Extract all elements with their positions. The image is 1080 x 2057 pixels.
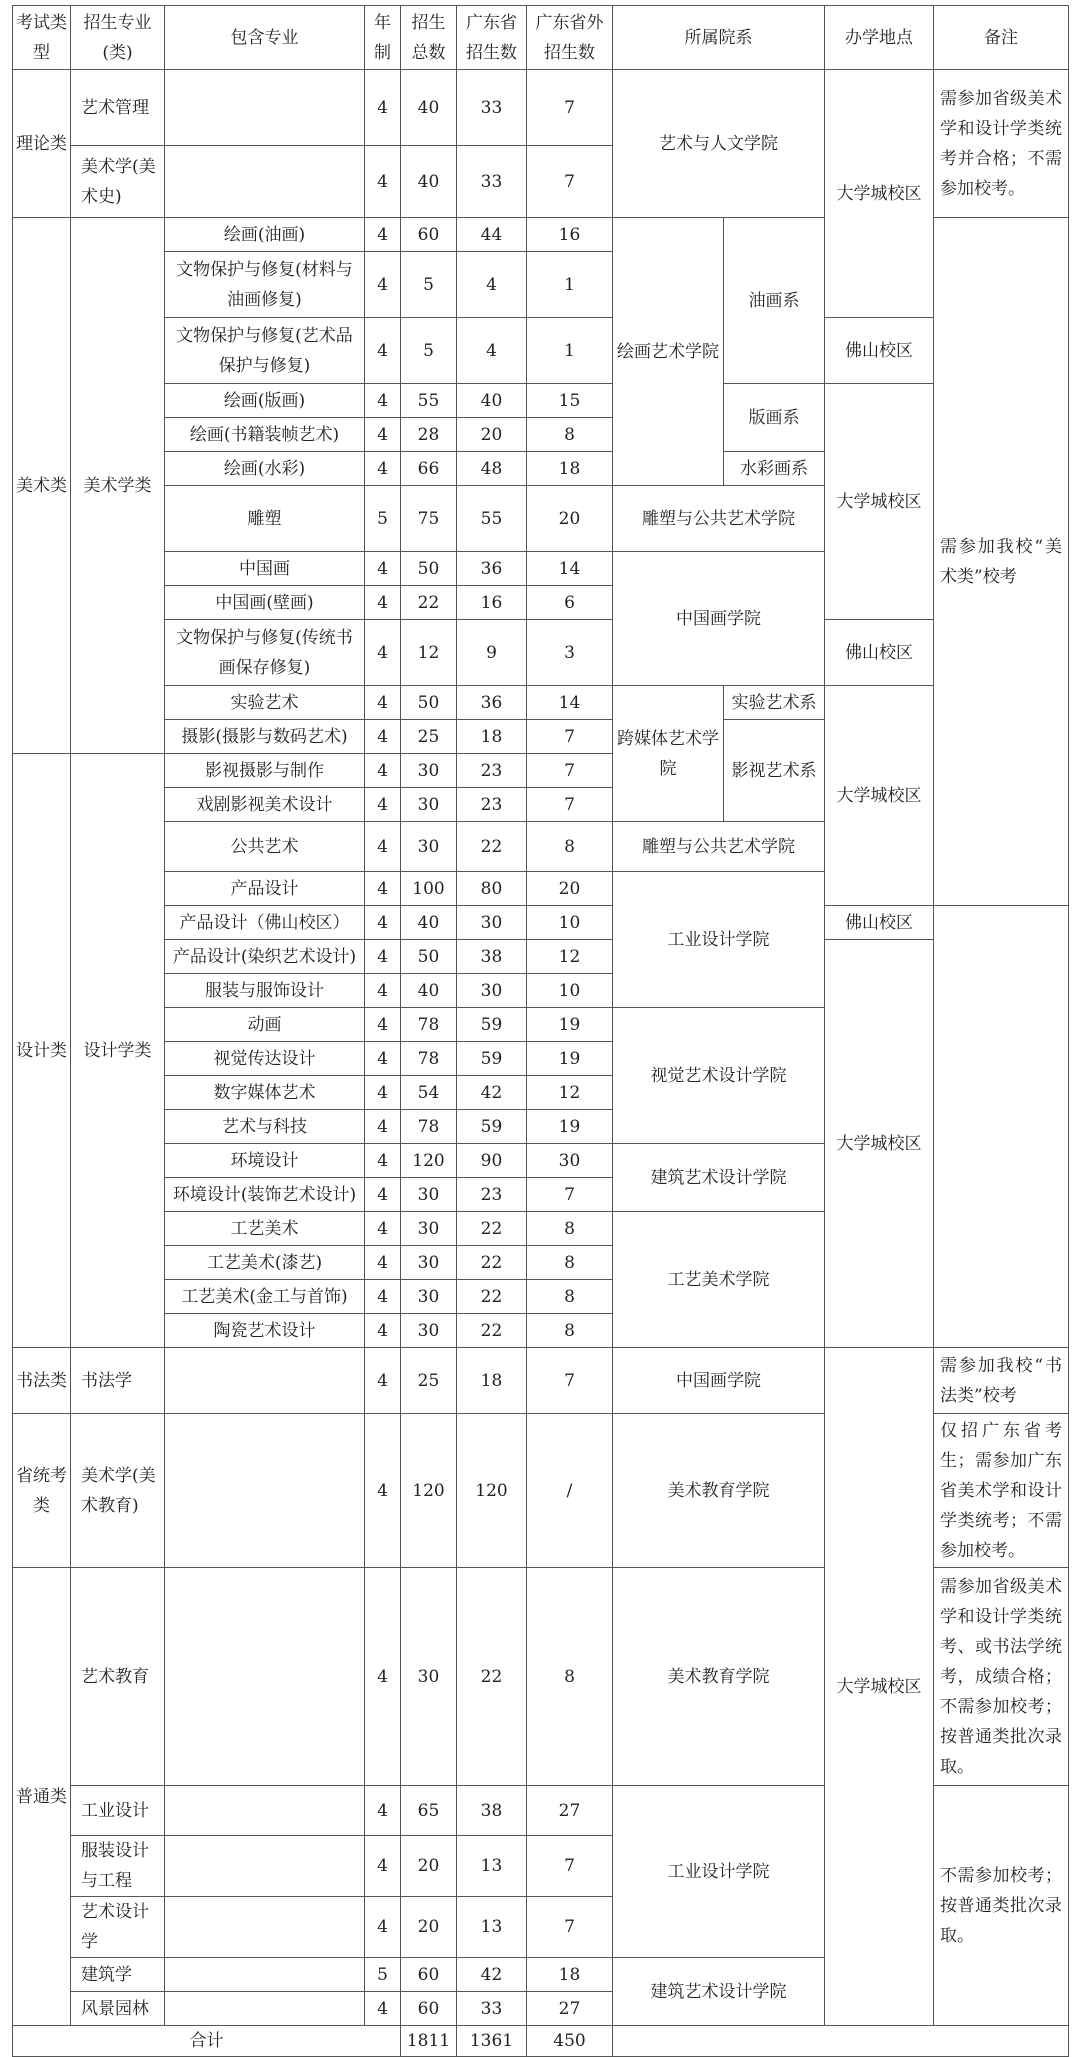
outside-cell: 12 <box>527 940 613 974</box>
enroll-design-class: 设计学类 <box>71 754 165 1348</box>
outside-cell: 7 <box>527 1897 613 1958</box>
dept-watercolor: 水彩画系 <box>724 452 825 486</box>
guangdong-cell: 23 <box>457 1178 527 1212</box>
guangdong-cell: 33 <box>457 70 527 146</box>
years-cell: 4 <box>365 872 401 906</box>
guangdong-cell: 13 <box>457 1836 527 1897</box>
faculty-chinese-painting-2: 中国画学院 <box>613 1348 825 1414</box>
enroll-major: 工业设计 <box>71 1786 165 1836</box>
faculty-painting: 绘画艺术学院 <box>613 218 724 486</box>
total-cell: 25 <box>401 1348 457 1414</box>
outside-cell: 15 <box>527 384 613 418</box>
outside-cell: 19 <box>527 1042 613 1076</box>
included-major: 公共艺术 <box>165 822 365 872</box>
table-row <box>13 384 1069 418</box>
campus-foshan-1: 佛山校区 <box>825 318 934 384</box>
total-cell: 60 <box>401 1992 457 2026</box>
faculty-architecture-2: 建筑艺术设计学院 <box>613 1958 825 2026</box>
admission-plan-table <box>12 5 1069 2057</box>
years-cell: 4 <box>365 1008 401 1042</box>
included-major: 数字媒体艺术 <box>165 1076 365 1110</box>
included-major <box>165 146 365 218</box>
dept-print: 版画系 <box>724 384 825 452</box>
years-cell: 4 <box>365 788 401 822</box>
guangdong-cell: 30 <box>457 974 527 1008</box>
included-major <box>165 1414 365 1568</box>
total-row <box>13 2026 1069 2057</box>
total-cell: 65 <box>401 1786 457 1836</box>
included-major: 产品设计 <box>165 872 365 906</box>
guangdong-sum: 1361 <box>457 2026 527 2057</box>
guangdong-cell: 90 <box>457 1144 527 1178</box>
years-cell: 4 <box>365 974 401 1008</box>
total-cell: 30 <box>401 788 457 822</box>
included-major: 绘画(版画) <box>165 384 365 418</box>
outside-cell: 8 <box>527 418 613 452</box>
years-cell: 4 <box>365 1568 401 1786</box>
years-cell: 4 <box>365 418 401 452</box>
header-total: 招生总数 <box>401 6 457 70</box>
header-included: 包含专业 <box>165 6 365 70</box>
guangdong-cell: 42 <box>457 1076 527 1110</box>
faculty-visual-art-design: 视觉艺术设计学院 <box>613 1008 825 1144</box>
years-cell: 4 <box>365 318 401 384</box>
total-cell: 28 <box>401 418 457 452</box>
included-major: 文物保护与修复(材料与油画修复) <box>165 252 365 318</box>
guangdong-cell: 33 <box>457 146 527 218</box>
years-cell: 4 <box>365 1110 401 1144</box>
dept-film: 影视艺术系 <box>724 720 825 822</box>
guangdong-cell: 38 <box>457 940 527 974</box>
total-cell: 40 <box>401 906 457 940</box>
total-cell: 100 <box>401 872 457 906</box>
note-6: 需参加省级美术学和设计学类统考、或书法学统考，成绩合格；不需参加校考；按普通类批次录取。 <box>934 1568 1069 1786</box>
total-cell: 60 <box>401 218 457 252</box>
dept-experimental: 实验艺术系 <box>724 686 825 720</box>
outside-cell: 7 <box>527 146 613 218</box>
guangdong-cell: 22 <box>457 1212 527 1246</box>
table-row <box>13 1348 1069 1414</box>
dept-oil: 油画系 <box>724 218 825 384</box>
total-cell: 5 <box>401 252 457 318</box>
enroll-major: 服装设计与工程 <box>71 1836 165 1897</box>
total-cell: 54 <box>401 1076 457 1110</box>
years-cell: 4 <box>365 1178 401 1212</box>
exam-type-general: 普通类 <box>13 1568 71 2026</box>
guangdong-cell: 4 <box>457 318 527 384</box>
years-cell: 4 <box>365 1786 401 1836</box>
outside-cell: 12 <box>527 1076 613 1110</box>
total-cell: 40 <box>401 146 457 218</box>
guangdong-cell: 18 <box>457 720 527 754</box>
total-cell: 75 <box>401 486 457 552</box>
guangdong-cell: 36 <box>457 552 527 586</box>
included-major <box>165 1786 365 1836</box>
included-major: 雕塑 <box>165 486 365 552</box>
years-cell: 5 <box>365 1958 401 1992</box>
outside-cell: 14 <box>527 686 613 720</box>
enroll-major: 美术学(美术史) <box>71 146 165 218</box>
total-cell: 78 <box>401 1008 457 1042</box>
outside-cell: 27 <box>527 1992 613 2026</box>
enroll-major: 建筑学 <box>71 1958 165 1992</box>
total-cell: 50 <box>401 552 457 586</box>
exam-type-theory: 理论类 <box>13 70 71 218</box>
outside-cell: 10 <box>527 906 613 940</box>
years-cell: 4 <box>365 1246 401 1280</box>
guangdong-cell: 20 <box>457 418 527 452</box>
guangdong-cell: 59 <box>457 1110 527 1144</box>
outside-cell: 7 <box>527 754 613 788</box>
years-cell: 4 <box>365 1348 401 1414</box>
included-major: 文物保护与修复(艺术品保护与修复) <box>165 318 365 384</box>
outside-cell: 7 <box>527 1178 613 1212</box>
guangdong-cell: 13 <box>457 1897 527 1958</box>
header-exam-type: 考试类型 <box>13 6 71 70</box>
years-cell: 4 <box>365 1280 401 1314</box>
total-cell: 30 <box>401 1212 457 1246</box>
guangdong-cell: 33 <box>457 1992 527 2026</box>
total-cell: 12 <box>401 620 457 686</box>
guangdong-cell: 40 <box>457 384 527 418</box>
campus-daxuecheng-5: 大学城校区 <box>825 1348 934 2026</box>
enroll-major: 艺术设计学 <box>71 1897 165 1958</box>
included-major: 环境设计(装饰艺术设计) <box>165 1178 365 1212</box>
exam-type-provincial: 省统考类 <box>13 1414 71 1568</box>
campus-daxuecheng-1: 大学城校区 <box>825 70 934 318</box>
included-major: 中国画 <box>165 552 365 586</box>
header-years: 年制 <box>365 6 401 70</box>
outside-cell: 7 <box>527 788 613 822</box>
note-7: 不需参加校考；按普通类批次录取。 <box>934 1786 1069 2026</box>
guangdong-cell: 38 <box>457 1786 527 1836</box>
faculty-industrial-design-1: 工业设计学院 <box>613 872 825 1008</box>
included-major: 绘画(油画) <box>165 218 365 252</box>
total-cell: 30 <box>401 1568 457 1786</box>
outside-cell: 8 <box>527 1314 613 1348</box>
faculty-art-education-1: 美术教育学院 <box>613 1414 825 1568</box>
header-note: 备注 <box>934 6 1069 70</box>
faculty-cross-media: 跨媒体艺术学院 <box>613 686 724 822</box>
guangdong-cell: 44 <box>457 218 527 252</box>
outside-cell: 19 <box>527 1110 613 1144</box>
outside-sum: 450 <box>527 2026 613 2057</box>
exam-type-design: 设计类 <box>13 754 71 1348</box>
years-cell: 4 <box>365 384 401 418</box>
outside-cell: 10 <box>527 974 613 1008</box>
header-guangdong: 广东省招生数 <box>457 6 527 70</box>
guangdong-cell: 55 <box>457 486 527 552</box>
note-4: 需参加我校“书法类”校考 <box>934 1348 1069 1414</box>
header-row <box>13 6 1069 70</box>
table-row <box>13 318 1069 384</box>
total-cell: 78 <box>401 1042 457 1076</box>
total-cell: 60 <box>401 1958 457 1992</box>
total-label: 合计 <box>13 2026 401 2057</box>
total-cell: 22 <box>401 586 457 620</box>
outside-cell: 20 <box>527 872 613 906</box>
total-cell: 20 <box>401 1897 457 1958</box>
years-cell: 4 <box>365 1212 401 1246</box>
included-major: 戏剧影视美术设计 <box>165 788 365 822</box>
enroll-major: 书法学 <box>71 1348 165 1414</box>
guangdong-cell: 22 <box>457 1568 527 1786</box>
years-cell: 4 <box>365 822 401 872</box>
included-major: 动画 <box>165 1008 365 1042</box>
faculty-architecture-1: 建筑艺术设计学院 <box>613 1144 825 1212</box>
faculty-sculpture-public-1: 雕塑与公共艺术学院 <box>613 486 825 552</box>
enroll-major: 美术学(美术教育) <box>71 1414 165 1568</box>
total-sum: 1811 <box>401 2026 457 2057</box>
years-cell: 4 <box>365 252 401 318</box>
total-cell: 50 <box>401 940 457 974</box>
outside-cell: / <box>527 1414 613 1568</box>
included-major: 工艺美术(金工与首饰) <box>165 1280 365 1314</box>
included-major: 环境设计 <box>165 1144 365 1178</box>
total-cell: 120 <box>401 1414 457 1568</box>
guangdong-cell: 48 <box>457 452 527 486</box>
total-cell: 50 <box>401 686 457 720</box>
years-cell: 4 <box>365 1992 401 2026</box>
outside-cell: 8 <box>527 822 613 872</box>
campus-daxuecheng-3: 大学城校区 <box>825 686 934 906</box>
total-cell: 25 <box>401 720 457 754</box>
header-faculty: 所属院系 <box>613 6 825 70</box>
total-cell: 5 <box>401 318 457 384</box>
years-cell: 4 <box>365 552 401 586</box>
guangdong-cell: 4 <box>457 252 527 318</box>
table-row <box>13 70 1069 146</box>
total-cell: 66 <box>401 452 457 486</box>
table-row <box>13 940 1069 974</box>
included-major <box>165 1568 365 1786</box>
faculty-art-education-2: 美术教育学院 <box>613 1568 825 1786</box>
outside-cell: 18 <box>527 452 613 486</box>
outside-cell: 16 <box>527 218 613 252</box>
table-row <box>13 686 1069 720</box>
total-cell: 40 <box>401 974 457 1008</box>
outside-cell: 7 <box>527 1348 613 1414</box>
years-cell: 4 <box>365 940 401 974</box>
faculty-sculpture-public-2: 雕塑与公共艺术学院 <box>613 822 825 872</box>
included-major <box>165 1348 365 1414</box>
table-row <box>13 620 1069 686</box>
admission-table-wrapper <box>12 5 1069 2057</box>
guangdong-cell: 42 <box>457 1958 527 1992</box>
total-cell: 120 <box>401 1144 457 1178</box>
guangdong-cell: 22 <box>457 1280 527 1314</box>
total-cell: 40 <box>401 70 457 146</box>
years-cell: 4 <box>365 586 401 620</box>
years-cell: 4 <box>365 1414 401 1568</box>
total-cell: 55 <box>401 384 457 418</box>
faculty-industrial-design-2: 工业设计学院 <box>613 1786 825 1958</box>
header-campus: 办学地点 <box>825 6 934 70</box>
years-cell: 4 <box>365 146 401 218</box>
included-major: 服装与服饰设计 <box>165 974 365 1008</box>
included-major: 产品设计（佛山校区） <box>165 906 365 940</box>
outside-cell: 1 <box>527 252 613 318</box>
total-cell: 30 <box>401 1280 457 1314</box>
years-cell: 4 <box>365 906 401 940</box>
note-2: 需参加我校“美术类”校考 <box>934 218 1069 906</box>
included-major: 摄影(摄影与数码艺术) <box>165 720 365 754</box>
campus-daxuecheng-4: 大学城校区 <box>825 940 934 1348</box>
included-major: 工艺美术(漆艺) <box>165 1246 365 1280</box>
years-cell: 4 <box>365 1897 401 1958</box>
outside-cell: 8 <box>527 1280 613 1314</box>
guangdong-cell: 22 <box>457 1314 527 1348</box>
guangdong-cell: 59 <box>457 1042 527 1076</box>
included-major <box>165 1958 365 1992</box>
guangdong-cell: 23 <box>457 754 527 788</box>
guangdong-cell: 36 <box>457 686 527 720</box>
guangdong-cell: 18 <box>457 1348 527 1414</box>
total-cell: 78 <box>401 1110 457 1144</box>
outside-cell: 7 <box>527 1836 613 1897</box>
outside-cell: 8 <box>527 1246 613 1280</box>
years-cell: 4 <box>365 452 401 486</box>
outside-cell: 3 <box>527 620 613 686</box>
total-empty <box>613 2026 1069 2057</box>
years-cell: 4 <box>365 1076 401 1110</box>
campus-foshan-3: 佛山校区 <box>825 906 934 940</box>
included-major: 实验艺术 <box>165 686 365 720</box>
years-cell: 4 <box>365 1836 401 1897</box>
faculty-art-humanities: 艺术与人文学院 <box>613 70 825 218</box>
outside-cell: 19 <box>527 1008 613 1042</box>
years-cell: 4 <box>365 1314 401 1348</box>
total-cell: 30 <box>401 1246 457 1280</box>
outside-cell: 8 <box>527 1568 613 1786</box>
guangdong-cell: 59 <box>457 1008 527 1042</box>
years-cell: 4 <box>365 686 401 720</box>
header-enroll-major: 招生专业(类) <box>71 6 165 70</box>
note-1: 需参加省级美术学和设计学类统考并合格；不需参加校考。 <box>934 70 1069 218</box>
outside-cell: 20 <box>527 486 613 552</box>
guangdong-cell: 22 <box>457 822 527 872</box>
included-major: 产品设计(染织艺术设计) <box>165 940 365 974</box>
guangdong-cell: 120 <box>457 1414 527 1568</box>
total-cell: 30 <box>401 1178 457 1212</box>
total-cell: 30 <box>401 754 457 788</box>
table-row <box>13 906 1069 940</box>
included-major: 工艺美术 <box>165 1212 365 1246</box>
included-major: 陶瓷艺术设计 <box>165 1314 365 1348</box>
years-cell: 4 <box>365 70 401 146</box>
header-outside: 广东省外招生数 <box>527 6 613 70</box>
outside-cell: 30 <box>527 1144 613 1178</box>
campus-daxuecheng-2: 大学城校区 <box>825 384 934 620</box>
included-major: 影视摄影与制作 <box>165 754 365 788</box>
faculty-craft-art: 工艺美术学院 <box>613 1212 825 1348</box>
years-cell: 5 <box>365 486 401 552</box>
years-cell: 4 <box>365 754 401 788</box>
enroll-major: 艺术教育 <box>71 1568 165 1786</box>
years-cell: 4 <box>365 620 401 686</box>
years-cell: 4 <box>365 1144 401 1178</box>
faculty-chinese-painting-1: 中国画学院 <box>613 552 825 686</box>
included-major <box>165 1992 365 2026</box>
outside-cell: 1 <box>527 318 613 384</box>
outside-cell: 27 <box>527 1786 613 1836</box>
included-major: 视觉传达设计 <box>165 1042 365 1076</box>
guangdong-cell: 30 <box>457 906 527 940</box>
years-cell: 4 <box>365 1042 401 1076</box>
total-cell: 20 <box>401 1836 457 1897</box>
total-cell: 30 <box>401 822 457 872</box>
guangdong-cell: 80 <box>457 872 527 906</box>
outside-cell: 8 <box>527 1212 613 1246</box>
guangdong-cell: 9 <box>457 620 527 686</box>
guangdong-cell: 16 <box>457 586 527 620</box>
included-major: 绘画(水彩) <box>165 452 365 486</box>
years-cell: 4 <box>365 218 401 252</box>
campus-foshan-2: 佛山校区 <box>825 620 934 686</box>
included-major <box>165 1836 365 1897</box>
enroll-fine-art-class: 美术学类 <box>71 218 165 754</box>
exam-type-fine-art: 美术类 <box>13 218 71 754</box>
outside-cell: 18 <box>527 1958 613 1992</box>
enroll-major: 艺术管理 <box>71 70 165 146</box>
included-major: 绘画(书籍装帧艺术) <box>165 418 365 452</box>
total-cell: 30 <box>401 1314 457 1348</box>
guangdong-cell: 23 <box>457 788 527 822</box>
included-major <box>165 70 365 146</box>
outside-cell: 7 <box>527 720 613 754</box>
outside-cell: 14 <box>527 552 613 586</box>
years-cell: 4 <box>365 720 401 754</box>
included-major: 艺术与科技 <box>165 1110 365 1144</box>
exam-type-calligraphy: 书法类 <box>13 1348 71 1414</box>
included-major: 文物保护与修复(传统书画保存修复) <box>165 620 365 686</box>
outside-cell: 7 <box>527 70 613 146</box>
outside-cell: 6 <box>527 586 613 620</box>
included-major <box>165 1897 365 1958</box>
enroll-major: 风景园林 <box>71 1992 165 2026</box>
guangdong-cell: 22 <box>457 1246 527 1280</box>
included-major: 中国画(壁画) <box>165 586 365 620</box>
note-5: 仅招广东省考生；需参加广东省美术学和设计学类统考；不需参加校考。 <box>934 1414 1069 1568</box>
